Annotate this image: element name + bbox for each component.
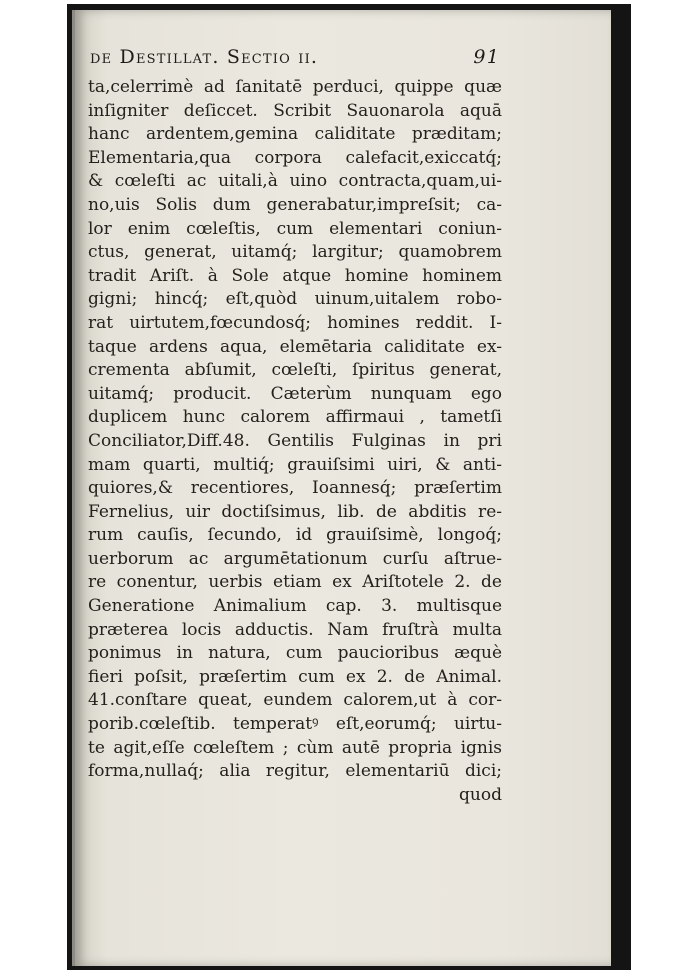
text-line: 41.conſtare queat, eundem calorem,ut à cor-	[88, 690, 502, 711]
text-line: uerborum ac argumētationum curſu aſtrue-	[88, 548, 502, 569]
text-line: taque ardens aqua, elemētaria caliditate ex-	[88, 336, 502, 357]
text-line: ta,celerrimè ad ſanitatē perduci, quippe quæ	[88, 77, 502, 97]
text-line: Elementaria,qua corpora calefacit,exiccatq́;	[88, 147, 502, 168]
text-line: inſigniter deſiccet. Scribit Sauonarola aquā	[88, 100, 502, 121]
text-line: & cœleſti ac uitali,à uino contracta,quam,ui-	[88, 171, 502, 192]
text-line: uitamq́; producit. Cæterùm nunquam ego	[88, 383, 502, 404]
running-head	[90, 46, 500, 70]
text-line: gigni; hincq́; eſt,quòd uinum,uitalem robo-	[88, 289, 502, 310]
text-line: ctus, generat, uitamq́; largitur; quamobrem	[88, 242, 502, 263]
text-line: rum cauſis, ſecundo, id grauiſsimè, longoq́;	[88, 525, 502, 546]
text-line: ponimus in natura, cum paucioribus æquè	[88, 643, 502, 664]
catchword: quod	[459, 784, 502, 805]
text-line: quiores,& recentiores, Ioannesq́; præſertim	[88, 478, 502, 499]
text-line: porib.cœleſtib. temperatꝰ eſt,eorumq́; uirtu-	[88, 714, 502, 735]
text-line: mam quarti, multiq́; grauiſsimi uiri, & anti-	[88, 454, 502, 475]
running-head-title: de Destillat. Sectio ii.	[90, 46, 319, 68]
text-line: duplicem hunc calorem affirmaui , tametſi	[88, 407, 502, 428]
text-line: no,uis Solis dum generabatur,impreſsit; ca-	[88, 194, 502, 215]
text-line: rat uirtutem,fœcundosq́; homines reddit. I-	[88, 312, 502, 333]
text-line: Conciliator,Diff.48. Gentilis Fulginas in pri	[88, 430, 502, 451]
text-line: crementa abſumit, cœleſti, ſpiritus generat,	[88, 360, 502, 381]
text-line: præterea locis adductis. Nam fruſtrà multa	[88, 619, 502, 640]
text-line: tradit Ariſt. à Sole atque homine hominem	[88, 265, 502, 286]
text-block	[88, 76, 502, 807]
text-line: forma,nullaq́; alia regitur, elementariū dici;	[88, 761, 502, 782]
text-line: te agit,eſſe cœleſtem ; cùm autē propria ignis	[88, 737, 502, 758]
text-line: Generatione Animalium cap. 3. multisque	[88, 596, 502, 617]
text-line: hanc ardentem,gemina caliditate præditam;	[88, 124, 502, 145]
text-line: fieri poſsit, præſertim cum ex 2. de Animal.	[88, 666, 502, 687]
page-number: 91	[473, 46, 500, 68]
text-line: lor enim cœleſtis, cum elementari coniun-	[88, 218, 502, 239]
text-line: Fernelius, uir doctiſsimus, lib. de abditis re-	[88, 501, 502, 522]
text-line: re conentur, uerbis etiam ex Ariſtotele 2. de	[88, 572, 502, 593]
